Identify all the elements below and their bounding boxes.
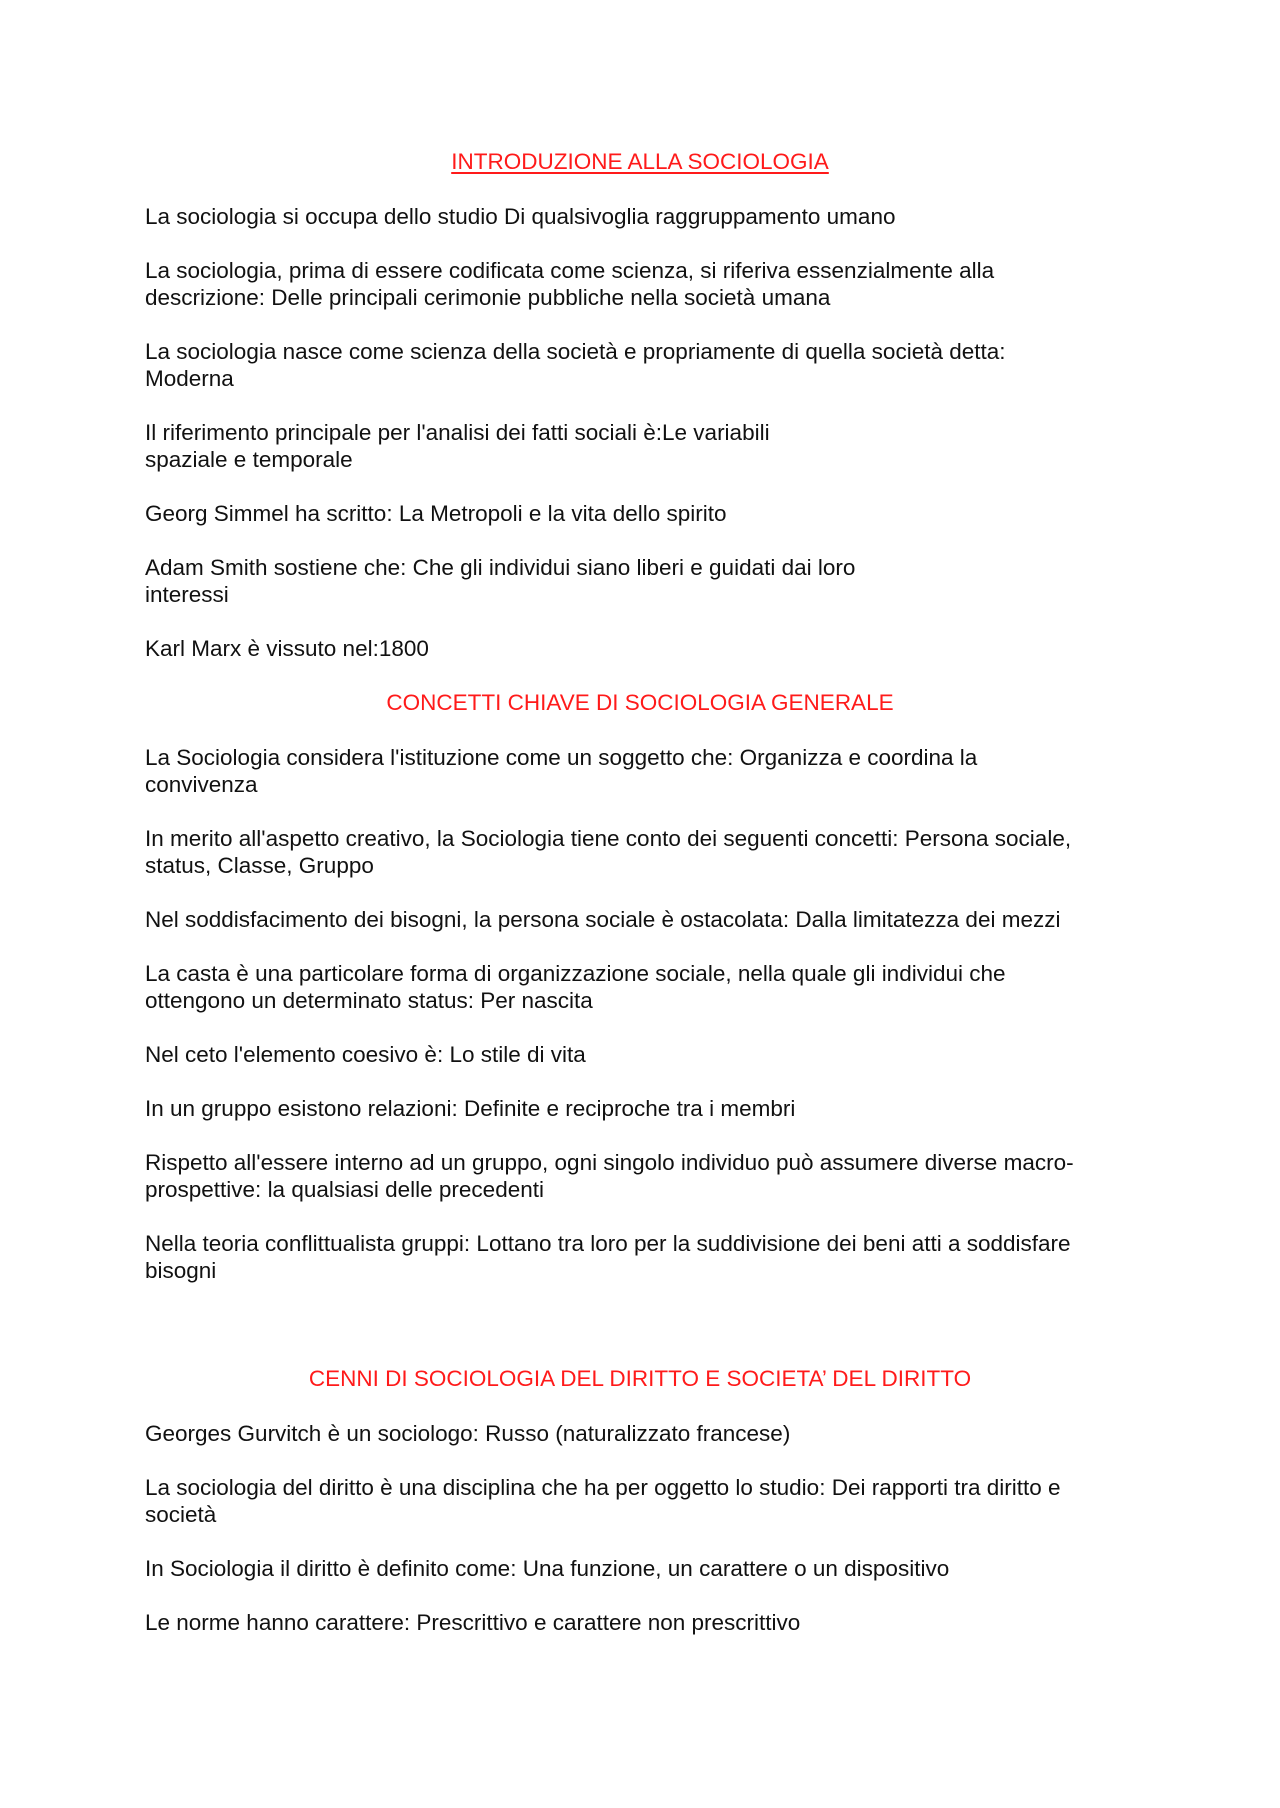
- paragraph: Il riferimento principale per l'analisi dei fatti sociali è:Le variabili spaziale e temporale: [145, 420, 770, 472]
- paragraph: In merito all'aspetto creativo, la Sociologia tiene conto dei seguenti concetti: Persona sociale, status, Classe, Gruppo: [145, 826, 1072, 878]
- paragraph: Georg Simmel ha scritto: La Metropoli e la vita dello spirito: [145, 501, 727, 526]
- paragraph: La Sociologia considera l'istituzione come un soggetto che: Organizza e coordina la convivenza: [145, 745, 978, 797]
- section-title-sociologia-del-diritto: CENNI DI SOCIOLOGIA DEL DIRITTO E SOCIETA’ DEL DIRITTO: [308, 1366, 972, 1391]
- paragraph: Nella teoria conflittualista gruppi: Lottano tra loro per la suddivisione dei beni atti a soddisfare bisogni: [145, 1231, 1071, 1283]
- paragraph: Le norme hanno carattere: Prescrittivo e carattere non prescrittivo: [145, 1610, 801, 1635]
- paragraph: La sociologia, prima di essere codificata come scienza, si riferiva essenzialmente alla descrizione: Delle principali cerimonie pubbliche nella società umana: [145, 258, 995, 310]
- paragraph: Nel soddisfacimento dei bisogni, la persona sociale è ostacolata: Dalla limitatezza dei mezzi: [145, 907, 1061, 932]
- paragraph: La sociologia nasce come scienza della società e propriamente di quella società detta: Moderna: [145, 339, 1006, 391]
- paragraph: Adam Smith sostiene che: Che gli individui siano liberi e guidati dai loro interessi: [145, 555, 856, 607]
- paragraph: In un gruppo esistono relazioni: Definite e reciproche tra i membri: [145, 1096, 796, 1121]
- paragraph: Nel ceto l'elemento coesivo è: Lo stile di vita: [145, 1042, 586, 1067]
- paragraph: Karl Marx è vissuto nel:1800: [145, 636, 429, 661]
- paragraph: Georges Gurvitch è un sociologo: Russo (naturalizzato francese): [145, 1421, 791, 1446]
- paragraph: In Sociologia il diritto è definito come: Una funzione, un carattere o un dispositivo: [145, 1556, 950, 1581]
- spacer: [145, 1311, 1135, 1365]
- paragraph: La sociologia si occupa dello studio Di qualsivoglia raggruppamento umano: [145, 204, 896, 229]
- paragraph: Rispetto all'essere interno ad un gruppo, ogni singolo individuo può assumere diverse macro- prospettive: la qualsiasi delle precedenti: [145, 1150, 1074, 1202]
- section-title-introduzione: INTRODUZIONE ALLA SOCIOLOGIA: [451, 149, 829, 174]
- section-title-concetti-chiave: CONCETTI CHIAVE DI SOCIOLOGIA GENERALE: [386, 690, 894, 715]
- paragraph: La casta è una particolare forma di organizzazione sociale, nella quale gli individui che ottengono un determinato status: Per nascita: [145, 961, 1006, 1013]
- paragraph: La sociologia del diritto è una disciplina che ha per oggetto lo studio: Dei rapporti tra diritto e società: [145, 1475, 1061, 1527]
